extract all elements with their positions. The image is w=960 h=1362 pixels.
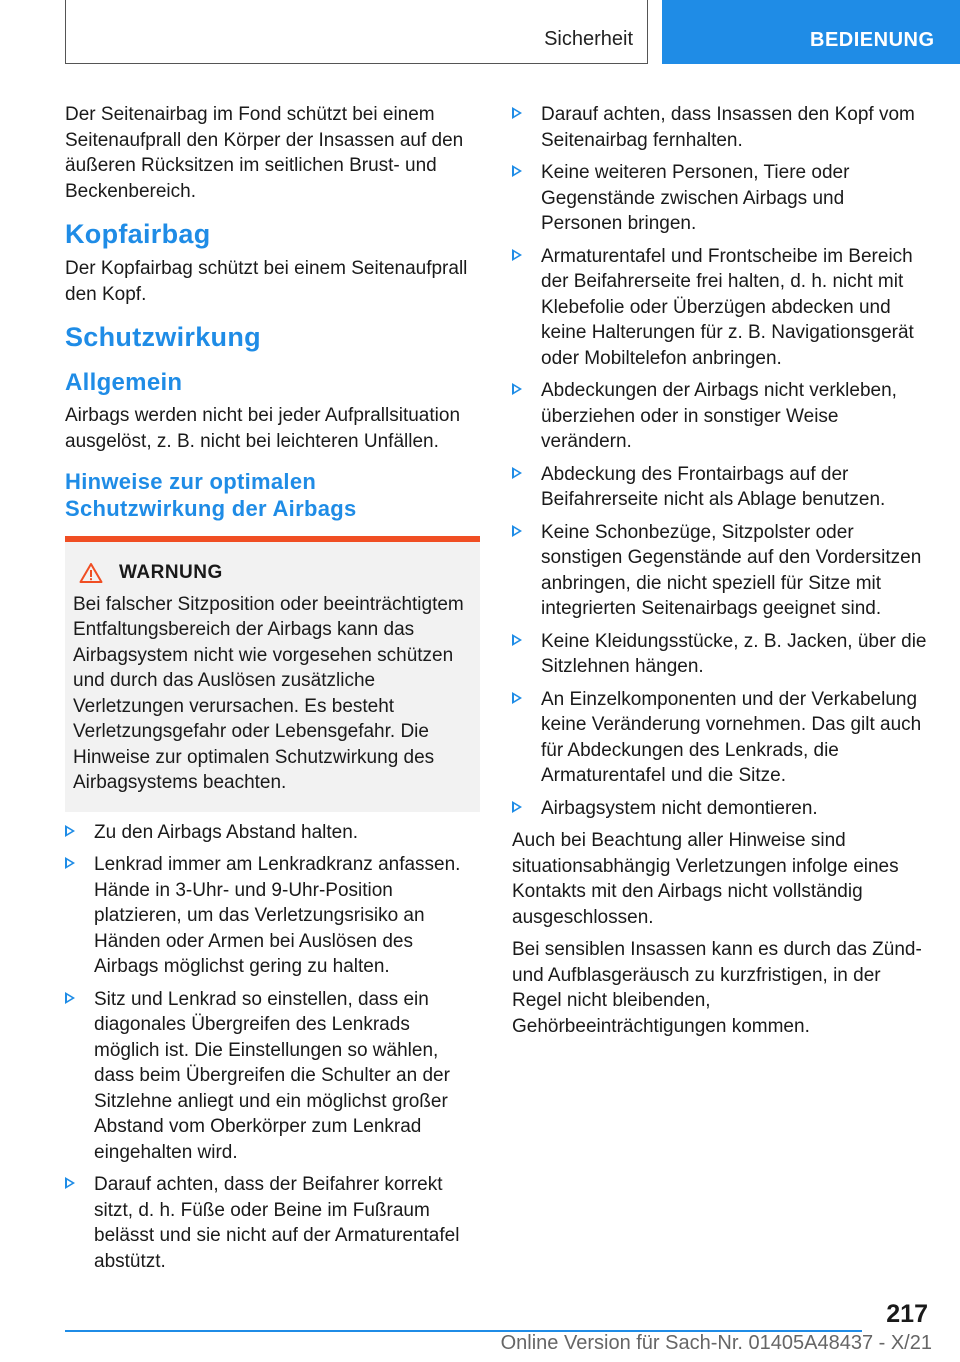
heading-hinweise: Hinweise zur optimalen Schutzwirkung der Airbags	[65, 469, 357, 521]
triangle-bullet-icon	[512, 467, 522, 479]
heading-schutzwirkung: Schutzwirkung	[65, 322, 261, 352]
warning-triangle-icon	[79, 562, 103, 584]
triangle-bullet-icon	[512, 165, 522, 177]
list-item: Zu den Airbags Abstand halten.	[65, 820, 480, 846]
triangle-bullet-icon	[512, 634, 522, 646]
triangle-bullet-icon	[512, 525, 522, 537]
right-bullet-list	[512, 102, 930, 821]
right-column	[512, 102, 930, 1046]
header-chapter-tab[interactable]	[662, 0, 960, 64]
warning-text: Bei falscher Sitzposition oder beeinträchtigtem Entfaltungsbereich der Airbags kann das Airbagsystem nicht wie vorgesehen schützen und durch das Auslösen zusätzliche Verletzungen verursachen. Es besteht Verletzungsgefahr oder Lebensgefahr. Die Hinweise zur optimalen Schutzwirkung des Airbagsystems beachten.	[73, 593, 464, 793]
header-chapter-label: BEDIENUNG	[810, 29, 935, 51]
triangle-bullet-icon	[65, 825, 75, 837]
closing-paragraph-2: Bei sensiblen Insassen kann es durch das Zünd- und Aufblasgeräusch zu kurzfristigen, in der Regel nicht bleibenden, Gehörbeeinträchtigungen kommen.	[512, 939, 922, 1037]
footer-online-version: Online Version für Sach-Nr. 01405A48437 - X/21	[500, 1332, 932, 1354]
warning-title: WARNUNG	[119, 562, 223, 583]
left-column	[65, 102, 480, 1281]
list-item: Keine Schonbezüge, Sitzpolster oder sonstigen Gegenstände auf den Vordersitzen anbringen, die nicht speziell für Sitze mit integrierten Seitenairbags geeignet sind.	[512, 520, 930, 622]
triangle-bullet-icon	[512, 249, 522, 261]
list-item: Darauf achten, dass Insassen den Kopf vom Seitenairbag fernhalten.	[512, 102, 930, 153]
triangle-bullet-icon	[65, 992, 75, 1004]
heading-allgemein: Allgemein	[65, 369, 183, 396]
triangle-bullet-icon	[65, 1177, 75, 1189]
warning-box	[65, 536, 480, 812]
list-item: Sitz und Lenkrad so einstellen, dass ein diagonales Übergreifen des Lenkrads möglich ist. Die Einstellungen so wählen, dass beim Übergreifen die Schulter an der Sitzlehne anliegt und ein möglichst großer Abstand vom Oberkörper zum Lenkrad eingehalten wird.	[65, 987, 480, 1166]
allgemein-paragraph: Airbags werden nicht bei jeder Aufprallsituation ausgelöst, z. B. nicht bei leichteren Unfällen.	[65, 405, 461, 452]
list-item: Lenkrad immer am Lenkradkranz anfassen. Hände in 3-Uhr- und 9-Uhr-Position platzieren, um das Verletzungsrisiko an Händen oder Armen bei Auslösen des Airbags möglichst gering zu halten.	[65, 852, 480, 980]
triangle-bullet-icon	[65, 857, 75, 869]
triangle-bullet-icon	[512, 692, 522, 704]
warning-header	[73, 560, 472, 586]
list-item: Airbagsystem nicht demontieren.	[512, 796, 930, 822]
list-item: Keine weiteren Personen, Tiere oder Gegenstände zwischen Airbags und Personen bringen.	[512, 160, 930, 237]
page-number: 217	[886, 1300, 928, 1328]
kopfairbag-paragraph: Der Kopfairbag schützt bei einem Seitenaufprall den Kopf.	[65, 258, 468, 305]
left-bullet-list	[65, 820, 480, 1275]
list-item: Keine Kleidungsstücke, z. B. Jacken, über die Sitzlehnen hängen.	[512, 629, 930, 680]
list-item: Abdeckung des Frontairbags auf der Beifahrerseite nicht als Ablage benutzen.	[512, 462, 930, 513]
triangle-bullet-icon	[512, 107, 522, 119]
header-section-box	[65, 0, 648, 64]
list-item: Abdeckungen der Airbags nicht verkleben, überziehen oder in sonstiger Weise verändern.	[512, 378, 930, 455]
closing-paragraph-1: Auch bei Beachtung aller Hinweise sind situationsabhängig Verletzungen infolge eines Kontakts mit den Airbags nicht vollständig ausgeschlossen.	[512, 830, 899, 928]
list-item: An Einzelkomponenten und der Verkabelung keine Veränderung vornehmen. Das gilt auch für Abdeckungen des Lenkrads, die Armaturentafel und die Sitze.	[512, 687, 930, 789]
list-item: Armaturentafel und Frontscheibe im Bereich der Beifahrerseite frei halten, d. h. nicht mit Klebefolie oder Überzügen abdecken und keine Halterungen für z. B. Navigationsgerät oder Mobiltelefon anbringen.	[512, 244, 930, 372]
list-item: Darauf achten, dass der Beifahrer korrekt sitzt, d. h. Füße oder Beine im Fußraum belässt und sie nicht auf der Armaturentafel abstützt.	[65, 1172, 480, 1274]
header-section-title: Sicherheit	[544, 28, 633, 50]
intro-paragraph: Der Seitenairbag im Fond schützt bei einem Seitenaufprall den Körper der Insassen auf den äußeren Rücksitzen im seitlichen Brust- und Beckenbereich.	[65, 104, 464, 202]
triangle-bullet-icon	[512, 383, 522, 395]
triangle-bullet-icon	[512, 801, 522, 813]
heading-kopfairbag: Kopfairbag	[65, 219, 211, 249]
